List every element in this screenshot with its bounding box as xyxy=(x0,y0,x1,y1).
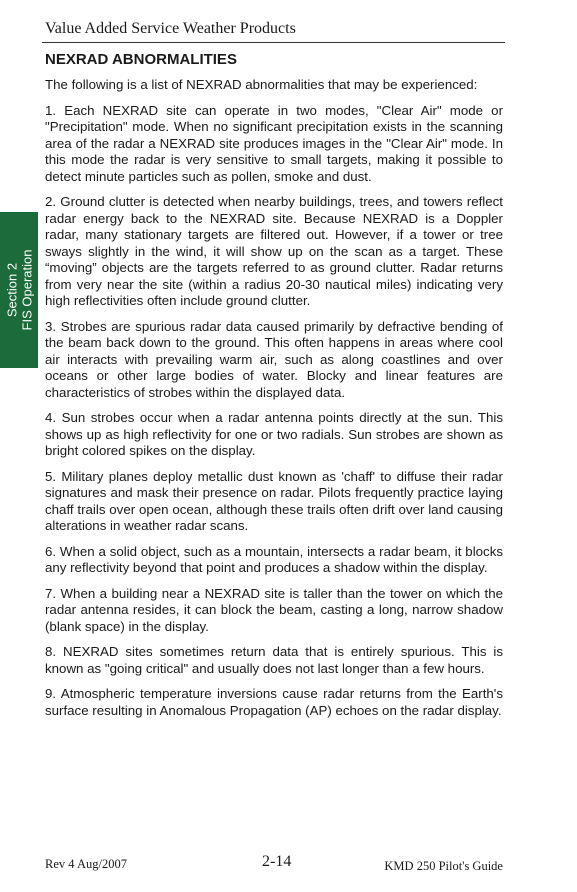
section-tab-label xyxy=(4,250,34,331)
section-tab-line1: Section 2 xyxy=(4,262,19,318)
header-rule xyxy=(42,42,505,43)
section-heading: NEXRAD ABNORMALITIES xyxy=(45,51,237,68)
list-item: 9. Atmospheric temperature inversions cause radar returns from the Earth's surface resulting in Anomalous Propagation (AP) echoes on the radar display. xyxy=(45,686,503,718)
list-item: 4. Sun strobes occur when a radar antenna points directly at the sun. This shows up as high reflectivity for one or two radials. Sun strobes are shown as bright colored spikes on the display. xyxy=(45,410,503,458)
list-item: 6. When a solid object, such as a mountain, intersects a radar beam, it blocks any reflectivity beyond that point and produces a shadow within the display. xyxy=(45,543,503,575)
list-item: 3. Strobes are spurious radar data caused primarily by defractive bending of the beam back down to the ground. This often happens in areas where cool air interacts with prevailing warm air, such as along coastlines and over oceans or other large bodies of water. Blocky and linear features are characteristics of strobes within the displayed data. xyxy=(45,318,503,400)
body-text xyxy=(45,77,503,728)
list-item: 2. Ground clutter is detected when nearby buildings, trees, and towers reflect radar energy back to the NEXRAD site. Because NEXRAD is a Doppler radar, many stationary targets are filtered out. However, if a tower or tree sways slightly in the wind, it will show up on the scan as a target. These “moving” objects are the targets referred to as ground clutter. Radar returns from very near the site (within a radius 20-30 nautical miles) indicating very high reflectivities often include ground clutter. xyxy=(45,194,503,308)
list-item: 1. Each NEXRAD site can operate in two modes, "Clear Air" mode or "Precipitation" mode. When no significant precipitation exists in the scanning area of the radar a NEXRAD site produces images in the "Clear Air" mode. In this mode the radar is very sensitive to small targets, making it possible to detect minute particles such as pollen, smoke and dust. xyxy=(45,102,503,184)
footer-revision: Rev 4 Aug/2007 xyxy=(45,857,127,871)
running-header: Value Added Service Weather Products xyxy=(45,20,296,37)
list-item: 7. When a building near a NEXRAD site is taller than the tower on which the radar antenna resides, it can block the beam, casting a long, narrow shadow (blank space) in the display. xyxy=(45,585,503,634)
section-tab xyxy=(0,212,38,368)
list-item: 5. Military planes deploy metallic dust known as 'chaff' to diffuse their radar signatures and mask their presence on radar. Pilots frequently practice laying chaff trails over open ocean, although these trails often drift over land causing alterations in weather radar scans. xyxy=(45,468,503,533)
list-item: 8. NEXRAD sites sometimes return data that is entirely spurious. This is known as "going critical" and usually does not last longer than a few hours. xyxy=(45,644,503,676)
intro-paragraph: The following is a list of NEXRAD abnormalities that may be experienced: xyxy=(45,77,478,92)
section-tab-line2: FIS Operation xyxy=(19,249,34,331)
footer-page-number: 2-14 xyxy=(262,853,292,870)
footer-guide-title: KMD 250 Pilot's Guide xyxy=(384,859,503,873)
